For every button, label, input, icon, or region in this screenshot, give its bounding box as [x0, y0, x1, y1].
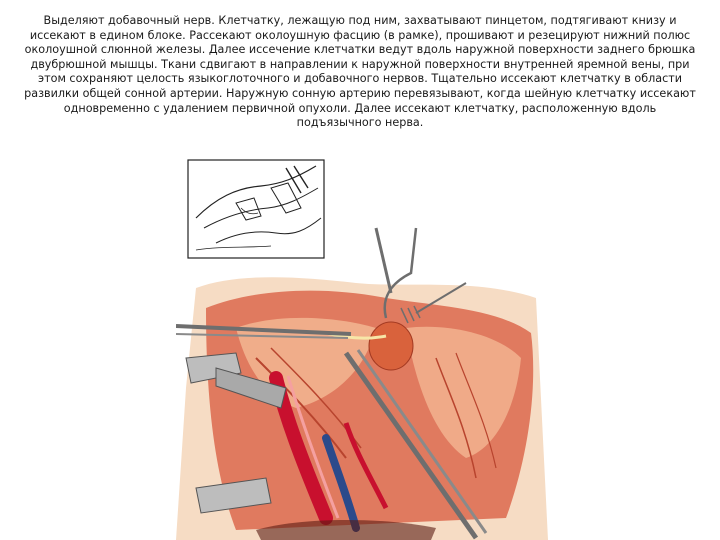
surgical-field-illustration-icon: [176, 228, 548, 540]
surgical-illustration: [176, 158, 556, 540]
caption-paragraph: Выделяют добавочный нерв. Клетчатку, лежащую под ним, захватывают пинцетом, подтягивают книзу и иссекают в едином блоке. Рассекают околоушную фасцию (в рамке), прошивают и резецируют нижний полюс околоушной слюнной железы. Далее иссечение клетчатки ведут вдоль наружной поверхности заднего брюшка двубрюшной мышцы. Ткани сдвигают в направлении к наружной поверхности внутренней яремной вены, при этом сохраняют целость языкоглоточного и добавочного нервов. Тщательно иссекают клетчатку в области развилки общей сонной артерии. Наружную сонную артерию перевязывают, когда шейную клетчатку иссекают одновременно с удалением первичной опухоли. Далее иссекают клетчатку, расположенную вдоль подъязычного нерва.: [24, 14, 696, 130]
anatomy-sketch-icon: [188, 160, 324, 258]
caption-text-block: [20, 14, 700, 131]
